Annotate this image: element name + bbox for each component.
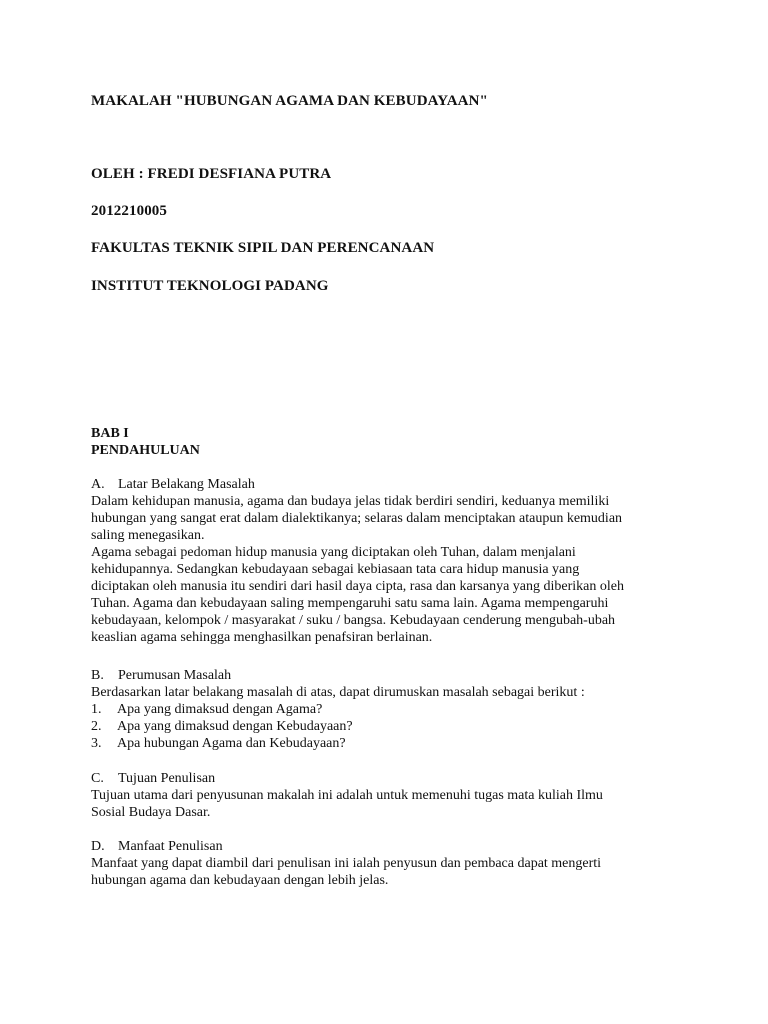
paragraph-line: Manfaat yang dapat diambil dari penulisan ini ialah penyusun dan pembaca dapat mengerti [91,856,602,871]
section-a-heading [91,476,691,493]
section-d-letter: D. [91,839,105,854]
paragraph-line: Dalam kehidupan manusia, agama dan budaya jelas tidak berdiri sendiri, keduanya memiliki [91,494,610,509]
student-id: 2012210005 [91,203,167,219]
paragraph-line: hubungan agama dan kebudayaan dengan lebih jelas. [91,873,389,888]
list-item [91,701,691,718]
section-c-title: Tujuan Penulisan [118,771,216,786]
paragraph-line: Tujuan utama dari penyusunan makalah ini adalah untuk memenuhi tugas mata kuliah Ilmu [91,788,603,803]
paragraph-line: diciptakan oleh manusia itu sendiri dari hasil daya cipta, rasa dan karsanya yang diberikan oleh [91,579,624,594]
section-c-heading [91,770,691,787]
paragraph-line: keaslian agama sehingga menghasilkan penafsiran berlainan. [91,630,433,645]
institute-name: INSTITUT TEKNOLOGI PADANG [91,278,329,294]
section-d-title: Manfaat Penulisan [118,839,223,854]
list-text: Apa hubungan Agama dan Kebudayaan? [117,736,346,751]
paragraph-line: kebudayaan, kelompok / masyarakat / suku / bangsa. Kebudayaan cenderung mengubah-ubah [91,613,616,628]
section-b-heading [91,667,691,684]
paragraph-line: hubungan yang sangat erat dalam dialektikanya; selaras dalam menciptakan ataupun kemudian [91,511,623,526]
section-b [91,667,691,752]
paragraph-line: Tuhan. Agama dan kebudayaan saling mempengaruhi satu sama lain. Agama mempengaruhi [91,596,609,611]
faculty-name: FAKULTAS TEKNIK SIPIL DAN PERENCANAAN [91,240,435,256]
list-number: 2. [91,719,102,734]
list-number: 3. [91,736,102,751]
paragraph-line: Agama sebagai pedoman hidup manusia yang diciptakan oleh Tuhan, dalam menjalani [91,545,576,560]
document-title: MAKALAH "HUBUNGAN AGAMA DAN KEBUDAYAAN" [91,93,488,109]
paragraph-line: Sosial Budaya Dasar. [91,805,211,820]
list-text: Apa yang dimaksud dengan Agama? [117,702,323,717]
paragraph-line: kehidupannya. Sedangkan kebudayaan sebagai kebiasaan tata cara hidup manusia yang [91,562,580,577]
list-number: 1. [91,702,102,717]
paragraph-line: saling menegasikan. [91,528,205,543]
list-item [91,718,691,735]
section-b-letter: B. [91,668,104,683]
section-c [91,770,691,821]
author-line: OLEH : FREDI DESFIANA PUTRA [91,166,332,182]
chapter-number: BAB I [91,426,129,441]
section-b-title: Perumusan Masalah [118,668,232,683]
section-a [91,476,691,646]
section-c-letter: C. [91,771,104,786]
section-d-heading [91,838,691,855]
section-a-letter: A. [91,477,105,492]
section-b-intro: Berdasarkan latar belakang masalah di atas, dapat dirumuskan masalah sebagai berikut : [91,685,585,700]
section-d [91,838,691,889]
chapter-title: PENDAHULUAN [91,443,200,458]
chapter-heading [91,425,691,459]
section-a-title: Latar Belakang Masalah [118,477,255,492]
list-text: Apa yang dimaksud dengan Kebudayaan? [117,719,353,734]
list-item [91,735,691,752]
